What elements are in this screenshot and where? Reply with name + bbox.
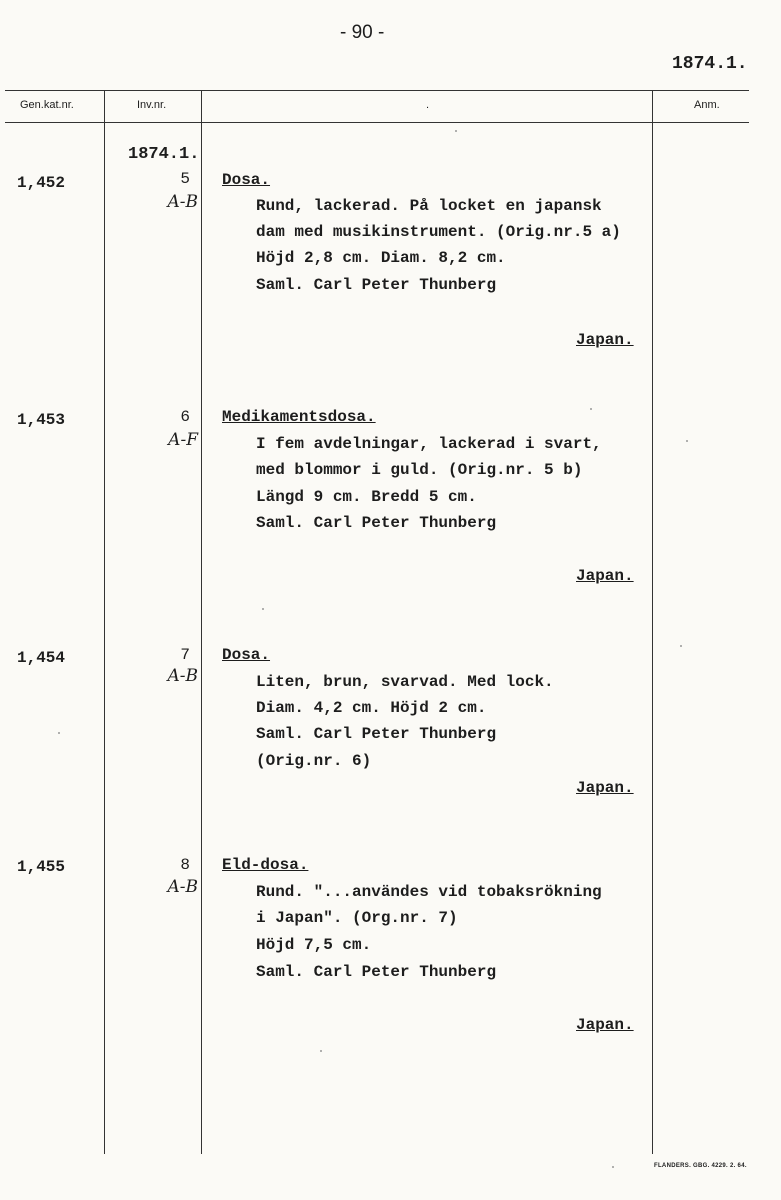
print-code: FLANDERS. GBG. 4229. 2. 64. [654, 1163, 747, 1169]
paper-speck [686, 440, 688, 442]
entry-line: (Orig.nr. 6) [256, 752, 372, 770]
gen-kat-nr: 1,454 [17, 649, 66, 667]
entry-line: Höjd 7,5 cm. [256, 936, 372, 954]
column-header-description: . [426, 99, 430, 111]
column-divider-2 [201, 90, 202, 1154]
paper-speck [455, 130, 457, 132]
entry-line: Liten, brun, svarvad. Med lock. [256, 673, 554, 691]
gen-kat-nr: 1,452 [17, 174, 66, 192]
entry-title: Medikamentsdosa. [222, 408, 376, 426]
entry-origin: Japan. [576, 331, 634, 349]
entry-line: Saml. Carl Peter Thunberg [256, 725, 497, 743]
paper-speck [320, 1050, 322, 1052]
entry-line: Saml. Carl Peter Thunberg [256, 276, 497, 294]
gen-kat-nr: 1,453 [17, 411, 66, 429]
entry-line: I fem avdelningar, lackerad i svart, [256, 435, 602, 453]
column-header-gen-kat-nr: Gen.kat.nr. [20, 99, 74, 111]
paper-speck [58, 732, 60, 734]
column-divider-3 [652, 90, 653, 1154]
entry-line: Längd 9 cm. Bredd 5 cm. [256, 488, 477, 506]
part-range: A-B [167, 666, 198, 686]
entry-line: dam med musikinstrument. (Orig.nr.5 a) [256, 223, 621, 241]
entry-line: Saml. Carl Peter Thunberg [256, 514, 497, 532]
accession-reference: 1874.1. [672, 54, 748, 74]
paper-speck [680, 645, 682, 647]
inventory-heading: 1874.1. [128, 145, 200, 164]
entry-title: Dosa. [222, 171, 271, 189]
entry-line: Saml. Carl Peter Thunberg [256, 963, 497, 981]
gen-kat-nr: 1,455 [17, 858, 66, 876]
column-header-inv-nr: Inv.nr. [137, 99, 167, 111]
entry-line: med blommor i guld. (Orig.nr. 5 b) [256, 461, 583, 479]
page-number: - 90 - [340, 22, 385, 43]
paper-speck [262, 608, 264, 610]
part-range: A-B [167, 877, 198, 897]
inv-nr: 7 [180, 646, 190, 664]
entry-line: Rund, lackerad. På locket en japansk [256, 197, 602, 215]
inv-nr: 5 [180, 170, 190, 188]
part-range: A-B [167, 192, 198, 212]
entry-line: Diam. 4,2 cm. Höjd 2 cm. [256, 699, 487, 717]
inv-nr: 8 [180, 856, 190, 874]
entry-origin: Japan. [576, 567, 634, 585]
column-divider-1 [104, 90, 105, 1154]
entry-title: Dosa. [222, 646, 271, 664]
paper-speck [612, 1166, 614, 1168]
column-header-anm: Anm. [694, 99, 720, 111]
entry-line: Rund. "...användes vid tobaksrökning [256, 883, 602, 901]
entry-line: i Japan". (Org.nr. 7) [256, 909, 458, 927]
table-top-rule [5, 90, 749, 91]
part-range: A-F [168, 430, 198, 450]
entry-origin: Japan. [576, 1016, 634, 1034]
inv-nr: 6 [180, 408, 190, 426]
entry-title: Eld-dosa. [222, 856, 309, 874]
entry-origin: Japan. [576, 779, 634, 797]
table-header-rule [5, 122, 749, 123]
entry-line: Höjd 2,8 cm. Diam. 8,2 cm. [256, 249, 506, 267]
paper-speck [590, 408, 592, 410]
